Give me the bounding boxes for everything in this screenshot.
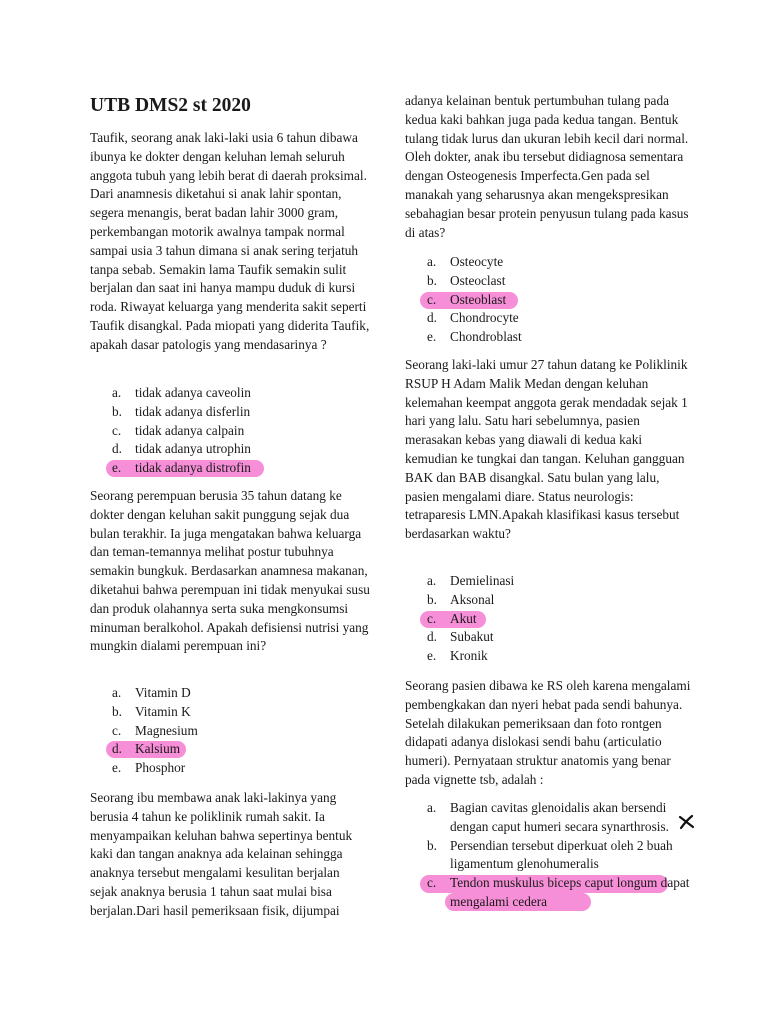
question-4-option-e[interactable]: e. Kronik: [427, 648, 488, 664]
question-4-option-a[interactable]: a. Demielinasi: [427, 573, 515, 588]
question-4-option-d[interactable]: d. Subakut: [427, 629, 494, 645]
question-3-stem-part1: Seorang ibu membawa anak laki-lakinya yang berusia 4 tahun ke poliklinik rumah sakit. Ia menyampaikan keluhan bahwa sepertinya bentuk kaki dan tangan anaknya ada kelainan sehingga anaknya tersebut mengalami kesulitan berjalan sejak anaknya berusia 1 tahun saat mulai bisa berjalan.Dari hasil pemeriksaan fisik, dijumpai: [90, 790, 353, 918]
cross-mark-icon: [677, 813, 697, 831]
question-2-option-d-selected[interactable]: d. Kalsium: [90, 740, 370, 759]
question-4-stem: Seorang laki-laki umur 27 tahun datang ke Poliklinik RSUP H Adam Malik Medan dengan keluhan kelemahan keempat anggota gerak mendadak sejak 1 hari yang lalu. Satu hari sebelumnya, pasien merasakan kebas yang diawali di kedua kaki kemudian ke tungkai dan tangan. Keluhan gangguan BAK dan BAB disangkal. Satu bulan yang lalu, pasien mengalami diare. Status neurologis: tetraparesis LMN.Apakah klasifikasi kasus tersebut berdasarkan waktu?: [405, 357, 688, 542]
question-3-options: [405, 253, 695, 347]
question-3-option-b[interactable]: b. Osteoclast: [427, 272, 506, 288]
question-2-option-c[interactable]: c. Magnesium: [112, 722, 198, 738]
question-3-option-e[interactable]: e. Chondroblast: [427, 329, 522, 345]
question-1-options: [90, 384, 370, 478]
question-1-option-b[interactable]: b. tidak adanya disferlin: [112, 403, 251, 419]
question-2-options: [90, 684, 370, 778]
question-1-option-d[interactable]: d. tidak adanya utrophin: [112, 441, 251, 457]
question-5-options: [405, 799, 695, 912]
question-4-option-b[interactable]: b. Aksonal: [427, 591, 495, 607]
question-2-option-a[interactable]: a. Vitamin D: [112, 685, 191, 700]
question-1-stem: Taufik, seorang anak laki-laki usia 6 tahun dibawa ibunya ke dokter dengan keluhan lemah seluruh anggota tubuh yang lebih berat di daerah proksimal. Dari anamnesis diketahui si anak lahir spontan, segera menangis, berat badan lahir 3000 gram, perkembangan motorik awalnya tampak normal sampai usia 3 tahun dimana si anak sering terjatuh tanpa sebab. Semakin lama Taufik semakin sulit berjalan dan saat ini hanya mampu duduk di kursi roda. Riwayat keluarga yang menderita sakit seperti Taufik disangkal. Pada miopati yang diderita Taufik, apakah dasar patologis yang mendasarinya ?: [90, 130, 370, 352]
question-3-option-a[interactable]: a. Osteocyte: [427, 254, 504, 269]
question-4-option-c-selected[interactable]: c. Akut: [405, 610, 695, 629]
question-1-option-c[interactable]: c. tidak adanya calpain: [112, 422, 245, 438]
question-3-option-d[interactable]: d. Chondrocyte: [427, 310, 519, 326]
question-5-option-b[interactable]: b. Persendian tersebut diperkuat oleh 2 buah ligamentum glenohumeralis: [427, 837, 673, 872]
question-5-option-c-selected[interactable]: c. Tendon muskulus biceps caput longum dapat mengalami cedera: [405, 874, 695, 912]
question-1-option-e-selected[interactable]: e. tidak adanya distrofin: [90, 459, 370, 478]
question-2-option-b[interactable]: b. Vitamin K: [112, 703, 191, 719]
document-title: UTB DMS2 st 2020: [90, 95, 251, 116]
question-4-options: [405, 572, 695, 666]
question-3-stem-part2: adanya kelainan bentuk pertumbuhan tulang pada kedua kaki bahkan juga pada kedua tangan. Bentuk tulang tidak lurus dan ukuran lebih kecil dari normal. Oleh dokter, anak ibu tersebut didiagnosa sementara dengan Osteogenesis Imperfecta.Gen pada sel manakah yang seharusnya akan mengekspresikan sebahagian besar protein penyusun tulang pada kasus di atas?: [405, 93, 689, 240]
question-5-stem: Seorang pasien dibawa ke RS oleh karena mengalami pembengkakan dan nyeri hebat pada sendi bahunya. Setelah dilakukan pemeriksaan dan foto rontgen didapati adanya dislokasi sendi bahu (articulatio humeri). Pernyataan struktur anatomis yang benar pada vignette tsb, adalah :: [405, 678, 691, 787]
question-1-option-a[interactable]: a. tidak adanya caveolin: [112, 385, 251, 400]
question-2-stem: Seorang perempuan berusia 35 tahun datang ke dokter dengan keluhan sakit punggung sejak dua bulan terakhir. Ia juga mengatakan bahwa keluarga dan teman-temannya melihat postur tubuhnya semakin bungkuk. Berdasarkan anamnesa makanan, diketahui bahwa perempuan ini tidak menyukai susu dan produk olahannya serta suka mengkonsumsi minuman beralkohol. Apakah defisiensi nutrisi yang mungkin dialami perempuan ini?: [90, 488, 370, 654]
question-3-option-c-selected[interactable]: c. Osteoblast: [405, 291, 695, 310]
question-5-option-a[interactable]: a. Bagian cavitas glenoidalis akan bersendi dengan caput humeri secara synarthrosis.: [405, 799, 695, 837]
question-2-option-e[interactable]: e. Phosphor: [112, 760, 186, 776]
